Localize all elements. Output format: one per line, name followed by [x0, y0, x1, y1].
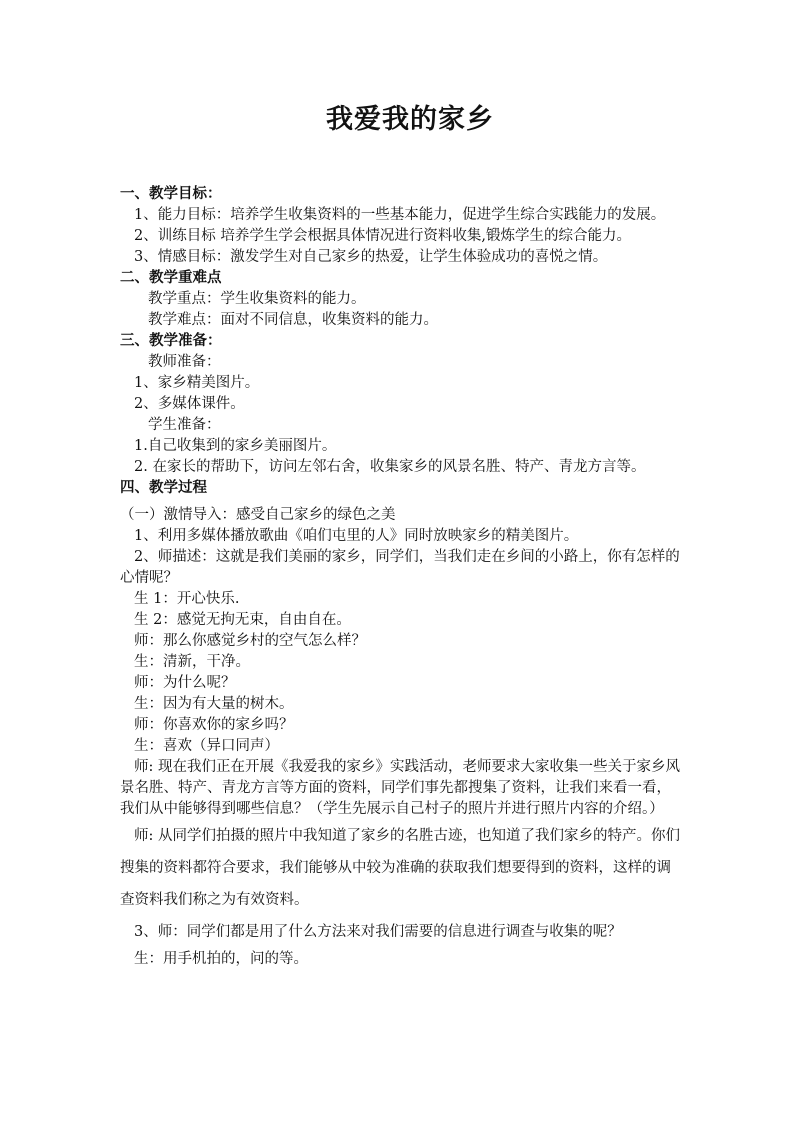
- paragraph: 1、能力目标：培养学生收集资料的一些基本能力，促进学生综合实践能力的发展。: [134, 207, 666, 223]
- section-heading-objectives: 一、教学目标：: [120, 186, 222, 202]
- paragraph: 教学难点：面对不同信息，收集资料的能力。: [148, 312, 438, 328]
- paragraph: 师: 现在我们正在开展《我爱我的家乡》实践活动，老师要求大家收集一些关于家乡风景名胜、特产、青龙方言等方面的资料，同学们事先都搜集了资料，让我们来看一看，我们从中能够得到哪些信息？（学生先展示自己村子的照片并进行照片内容的介绍。）: [120, 759, 680, 817]
- paragraph: 2、师描述：这就是我们美丽的家乡，同学们，当我们走在乡间的小路上，你有怎样的心情呢？: [120, 549, 680, 586]
- dialogue-line: 生：喜欢（异口同声）: [134, 738, 279, 754]
- dialogue-line: 生：清新，干净。: [134, 654, 250, 670]
- paragraph: 教师准备：: [148, 354, 221, 370]
- section-heading-key-points: 二、教学重难点: [120, 270, 222, 286]
- paragraph: 3、情感目标：激发学生对自己家乡的热爱，让学生体验成功的喜悦之情。: [134, 249, 608, 265]
- dialogue-line: 生 2：感觉无拘无束，自由自在。: [134, 612, 351, 628]
- section-heading-preparation: 三、教学准备：: [120, 333, 222, 349]
- dialogue-line: 生：用手机拍的，问的等。: [134, 951, 308, 967]
- list-item: 1、家乡精美图片。: [134, 375, 260, 391]
- document-body: [120, 184, 680, 970]
- dialogue-line: 师：为什么呢？: [134, 675, 236, 691]
- dialogue-line: 生：因为有大量的树木。: [134, 696, 294, 712]
- dialogue-line: 师：那么你感觉乡村的空气怎么样？: [134, 633, 366, 649]
- list-item: 2. 在家长的帮助下，访问左邻右舍，收集家乡的风景名胜、特产、青龙方言等。: [134, 459, 646, 475]
- paragraph: 1、利用多媒体播放歌曲《咱们屯里的人》同时放映家乡的精美图片。: [134, 528, 579, 544]
- document-title: 我爱我的家乡: [326, 104, 494, 135]
- dialogue-line: 生 1：开心快乐.: [134, 591, 240, 607]
- paragraph: 学生准备：: [148, 417, 221, 433]
- dialogue-line: 师：你喜欢你的家乡吗？: [134, 717, 294, 733]
- section-heading-process: 四、教学过程: [120, 480, 207, 496]
- list-item: 2、多媒体课件。: [134, 396, 245, 412]
- list-item: 1.自己收集到的家乡美丽图片。: [134, 438, 337, 454]
- subsection-heading: （一）激情导入：感受自己家乡的绿色之美: [120, 507, 396, 523]
- paragraph: 教学重点：学生收集资料的能力。: [148, 291, 366, 307]
- paragraph: 师: 从同学们拍摄的照片中我知道了家乡的名胜古迹，也知道了我们家乡的特产。你们搜集的资料都符合要求，我们能够从中较为准确的获取我们想要得到的资料，这样的调查资料我们称之为有效资料。: [120, 828, 680, 908]
- paragraph: 3、师：同学们都是用了什么方法来对我们需要的信息进行调查与收集的呢？: [134, 924, 622, 940]
- paragraph: 2、训练目标 培养学生学会根据具体情况进行资料收集,锻炼学生的综合能力。: [134, 228, 631, 244]
